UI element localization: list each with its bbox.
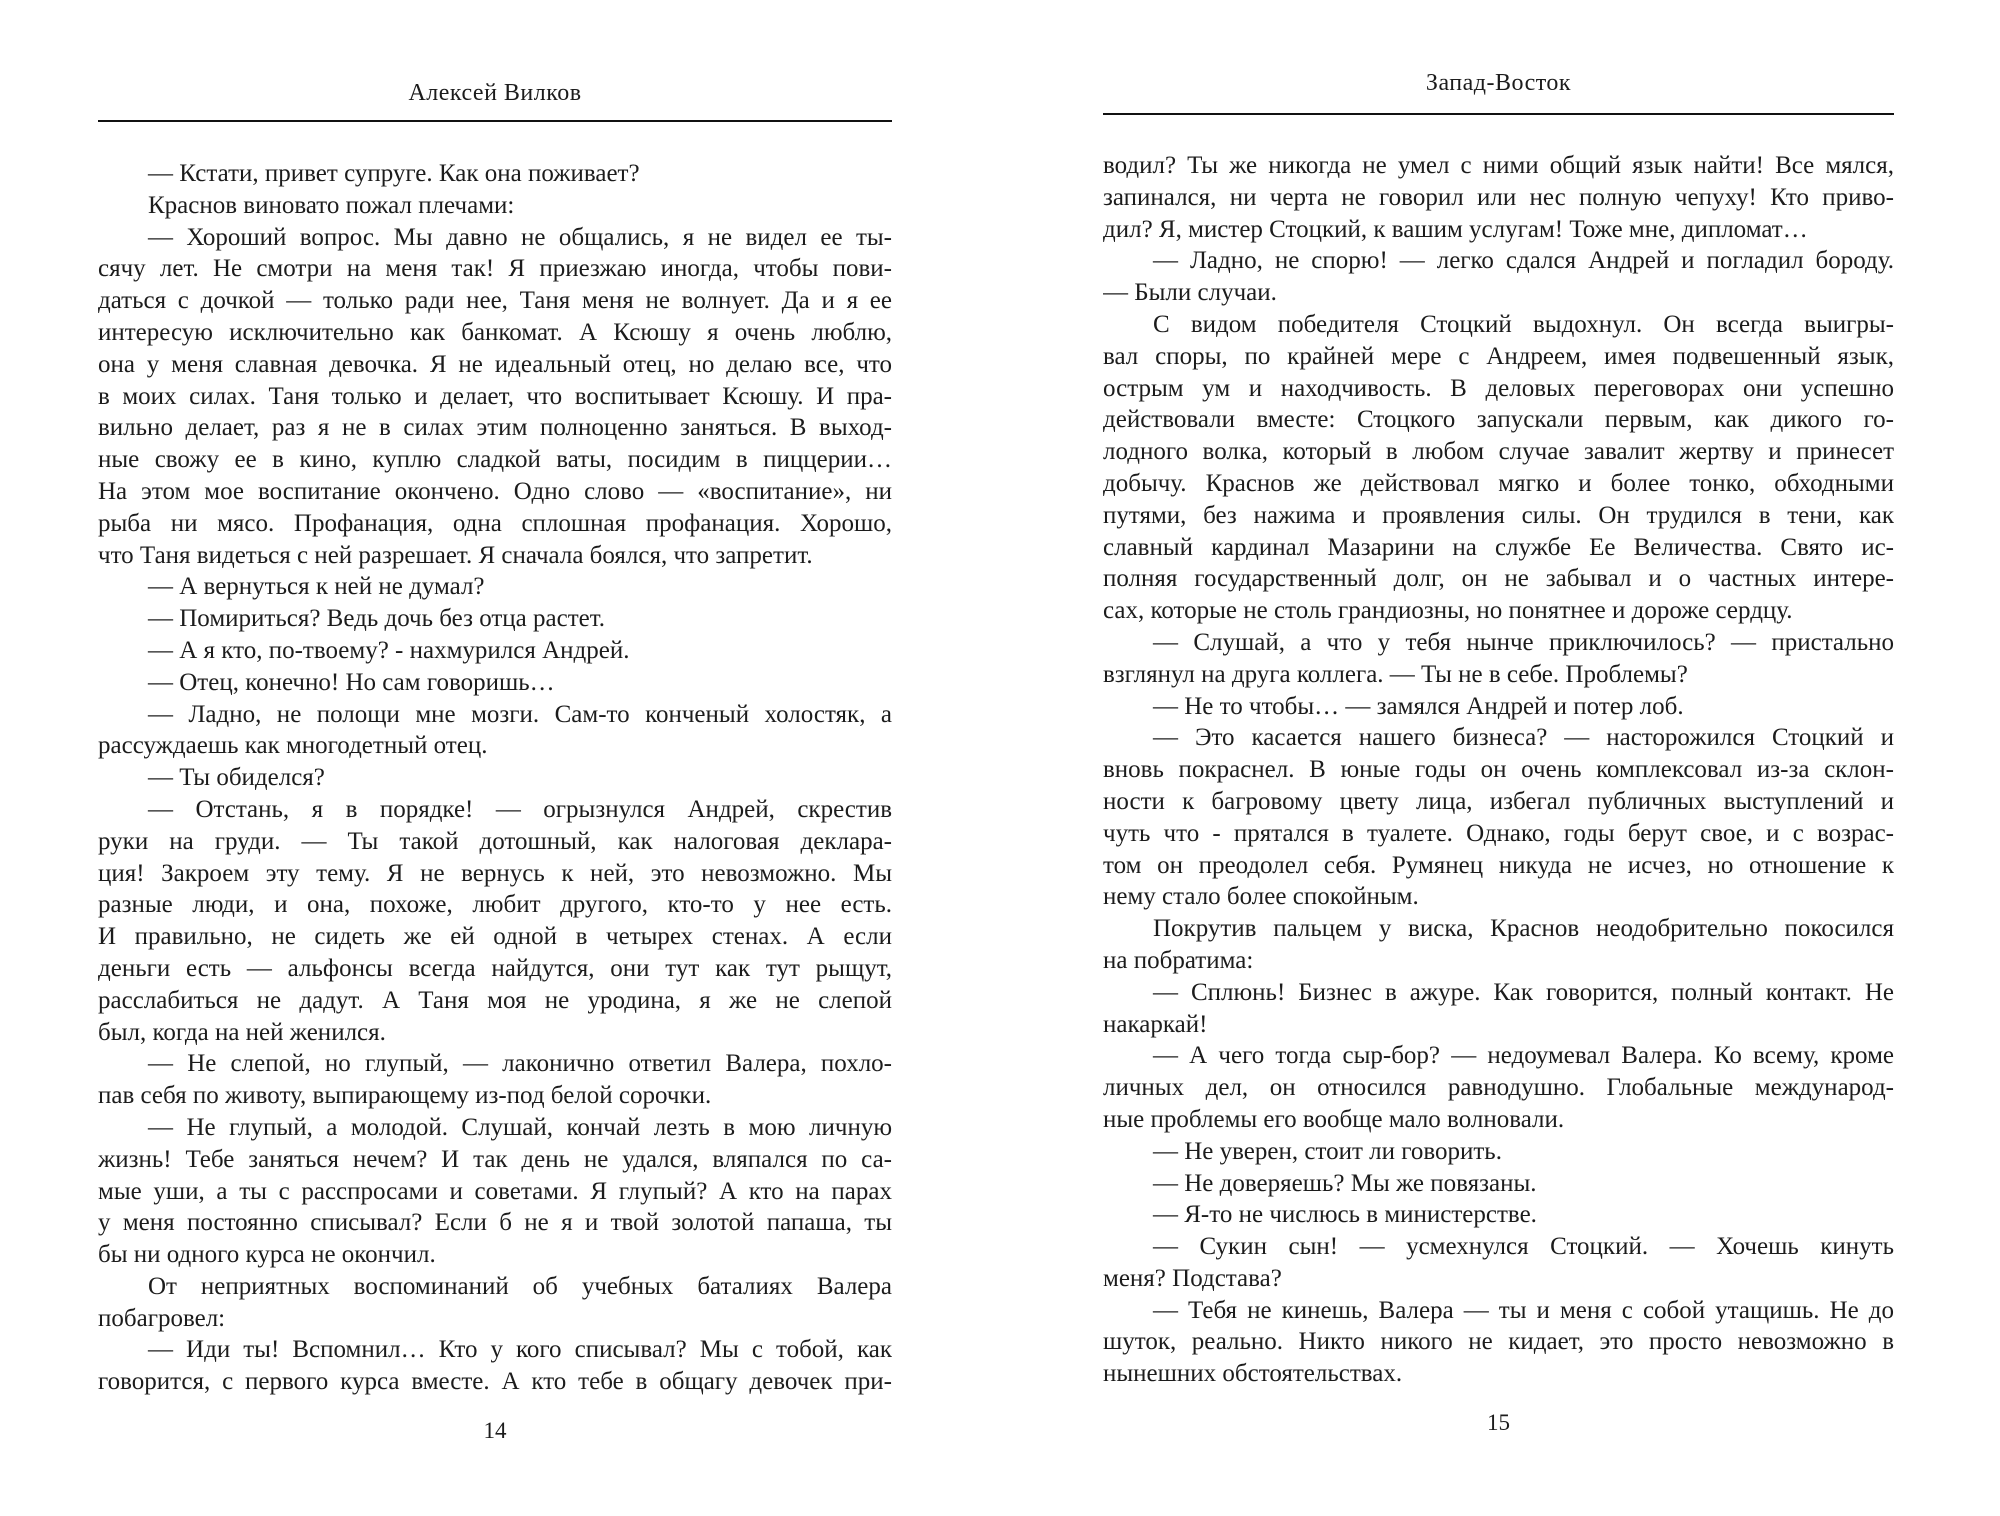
text-line: Краснов виновато пожал плечами:	[148, 191, 515, 219]
text-line: побагровел:	[98, 1304, 226, 1332]
text-line: меня? Подстава?	[1103, 1264, 1282, 1292]
text-line: взглянул на друга коллега. — Ты не в себе. Проблемы?	[1103, 660, 1688, 688]
running-head-author: Алексей Вилков	[408, 80, 582, 106]
text-line: личных дел, он относился равнодушно. Глобальные международ-	[1103, 1074, 1894, 1102]
text-line: мые уши, а ты с расспросами и советами. Я глупый? А кто на парах	[98, 1177, 892, 1205]
text-line: сах, которые не столь грандиозны, но понятнее и дороже сердцу.	[1103, 597, 1793, 625]
page-body-text	[98, 158, 892, 1398]
text-line: руки на груди. — Ты такой дотошный, как налоговая деклара-	[98, 827, 892, 855]
text-line: — Помириться? Ведь дочь без отца растет.	[148, 605, 606, 633]
text-line: действовали вместе: Стоцкого запускали первым, как дикого го-	[1103, 406, 1894, 434]
text-line: От неприятных воспоминаний об учебных баталиях Валера	[148, 1272, 892, 1300]
right-page	[1103, 0, 1894, 1516]
text-line: вильно делает, раз я не в силах этим полноценно заняться. В выход-	[98, 414, 892, 442]
text-line: — А я кто, по-твоему? - нахмурился Андрей.	[148, 636, 630, 664]
text-line: нему стало более спокойным.	[1103, 883, 1419, 911]
text-line: — Не слепой, но глупый, — лаконично ответил Валера, похло-	[148, 1050, 892, 1078]
text-line: добычу. Краснов же действовал мягко и более тонко, обходными	[1103, 469, 1894, 497]
text-line: она у меня славная девочка. Я не идеальный отец, но делаю все, что	[98, 350, 892, 378]
text-line: — Отец, конечно! Но сам говоришь…	[148, 668, 555, 696]
text-line: вновь покраснел. В юные годы он очень комплексовал из-за склон-	[1103, 756, 1894, 784]
text-line: том он преодолел себя. Румянец никуда не исчез, но отношение к	[1103, 851, 1894, 879]
text-line: жизнь! Тебе заняться нечем? И так день не удался, вляпался по са-	[98, 1145, 892, 1173]
text-line: — Кстати, привет супруге. Как она поживает?	[148, 160, 640, 187]
text-line: Покрутив пальцем у виска, Краснов неодобрительно покосился	[1153, 915, 1894, 943]
text-line: — Не уверен, стоит ли говорить.	[1153, 1137, 1502, 1165]
text-line: разные люди, и она, похоже, любит другого, кто-то у нее есть.	[98, 891, 892, 919]
text-line: ные проблемы его вообще мало волновали.	[1103, 1105, 1565, 1133]
text-line: полняя государственный долг, он не забывал и о частных интере-	[1103, 565, 1894, 593]
text-line: — А вернуться к ней не думал?	[148, 573, 485, 601]
text-line: — Сукин сын! — усмехнулся Стоцкий. — Хочешь кинуть	[1153, 1233, 1894, 1261]
text-line: славный кардинал Мазарини на службе Ее Величества. Свято ис-	[1103, 533, 1894, 561]
header-rule	[1103, 113, 1894, 115]
text-line: нынешних обстоятельствах.	[1103, 1360, 1403, 1388]
text-line: вал споры, по крайней мере с Андреем, имея подвешенный язык,	[1103, 342, 1894, 370]
text-line: — Отстань, я в порядке! — огрызнулся Андрей, скрестив	[148, 795, 892, 823]
text-line: острым ум и находчивость. В деловых переговорах они успешно	[1103, 374, 1894, 402]
text-line: — А чего тогда сыр-бор? — недоумевал Валера. Ко всему, кроме	[1153, 1042, 1894, 1070]
text-line: рыба ни мясо. Профанация, одна сплошная профанация. Хорошо,	[98, 509, 892, 537]
text-line: водил? Ты же никогда не умел с ними общий язык найти! Все мялся,	[1103, 152, 1894, 179]
text-line: — Хороший вопрос. Мы давно не общались, я не видел ее ты-	[148, 223, 892, 251]
text-line: был, когда на ней женился.	[98, 1018, 386, 1046]
text-line: — Были случаи.	[1103, 279, 1277, 307]
text-line: рассуждаешь как многодетный отец.	[98, 732, 488, 760]
text-line: в моих силах. Таня только и делает, что воспитывает Ксюшу. И пра-	[98, 382, 892, 410]
page-body-text	[1103, 150, 1894, 1390]
text-line: — Иди ты! Вспомнил… Кто у кого списывал? Мы с тобой, как	[148, 1336, 892, 1364]
text-line: у меня постоянно списывал? Если б не я и твой золотой папаша, ты	[98, 1209, 892, 1237]
text-line: бы ни одного курса не окончил.	[98, 1241, 436, 1269]
text-line: расслабиться не дадут. А Таня моя не уродина, я же не слепой	[98, 986, 892, 1014]
text-line: дил? Я, мистер Стоцкий, к вашим услугам! Тоже мне, дипломат…	[1103, 215, 1808, 243]
text-line: говорится, с первого курса вместе. А кто тебе в общагу девочек при-	[98, 1368, 892, 1396]
text-line: шуток, реально. Никто никого не кидает, это просто невозможно в	[1103, 1328, 1894, 1356]
text-line: — Это касается нашего бизнеса? — насторожился Стоцкий и	[1153, 724, 1894, 752]
text-line: — Ладно, не полощи мне мозги. Сам-то конченый холостяк, а	[148, 700, 892, 728]
text-line: путями, без нажима и проявления силы. Он трудился в тени, как	[1103, 501, 1894, 529]
text-line: запинался, ни черта не говорил или нес полную чепуху! Кто приво-	[1103, 183, 1894, 211]
text-line: ция! Закроем эту тему. Я не вернусь к ней, это невозможно. Мы	[98, 859, 892, 887]
text-line: ные свожу ее в кино, куплю сладкой ваты, посидим в пиццерии…	[98, 446, 892, 474]
text-line: ности к багровому цвету лица, избегал публичных выступлений и	[1103, 787, 1894, 815]
text-line: — Сплюнь! Бизнес в ажуре. Как говорится, полный контакт. Не	[1153, 978, 1894, 1006]
text-line: деньги есть — альфонсы всегда найдутся, они тут как тут рыщут,	[98, 954, 892, 982]
text-line: интересую исключительно как банкомат. А Ксюшу я очень люблю,	[98, 318, 892, 346]
text-line: накаркай!	[1103, 1010, 1208, 1038]
left-page	[98, 0, 892, 1516]
text-line: пав себя по животу, выпирающему из-под белой сорочки.	[98, 1082, 712, 1110]
header-rule	[98, 120, 892, 122]
text-line: — Слушай, а что у тебя нынче приключилось? — пристально	[1153, 628, 1894, 656]
text-line: На этом мое воспитание окончено. Одно слово — «воспитание», ни	[98, 477, 892, 505]
text-line: сячу лет. Не смотри на меня так! Я приезжаю иногда, чтобы пови-	[98, 255, 892, 283]
text-line: — Тебя не кинешь, Валера — ты и меня с собой утащишь. Не до	[1153, 1296, 1894, 1324]
text-line: — Я-то не числюсь в министерстве.	[1153, 1201, 1537, 1229]
running-head-title: Запад-Восток	[1425, 70, 1572, 96]
text-line: — Ты обиделся?	[148, 764, 325, 792]
text-line: — Не то чтобы… — замялся Андрей и потер лоб.	[1153, 692, 1684, 720]
text-line: — Ладно, не спорю! — легко сдался Андрей и погладил бороду.	[1153, 247, 1894, 275]
text-line: что Таня видеться с ней разрешает. Я сначала боялся, что запретит.	[98, 541, 813, 569]
text-line: — Не доверяешь? Мы же повязаны.	[1153, 1169, 1537, 1197]
text-line: даться с дочкой — только ради нее, Таня меня не волнует. Да и я ее	[98, 287, 892, 315]
text-line: чуть что - прятался в туалете. Однако, годы берут свое, и с возрас-	[1103, 819, 1894, 847]
text-line: — Не глупый, а молодой. Слушай, кончай лезть в мою личную	[148, 1113, 892, 1141]
text-line: лодного волка, который в любом случае завалит жертву и принесет	[1103, 438, 1894, 466]
text-line: С видом победителя Стоцкий выдохнул. Он всегда выигры-	[1153, 310, 1894, 338]
page-number: 14	[483, 1418, 507, 1443]
page-number: 15	[1487, 1410, 1510, 1435]
text-line: на побратима:	[1103, 946, 1254, 974]
text-line: И правильно, не сидеть же ей одной в четырех стенах. А если	[98, 923, 892, 951]
